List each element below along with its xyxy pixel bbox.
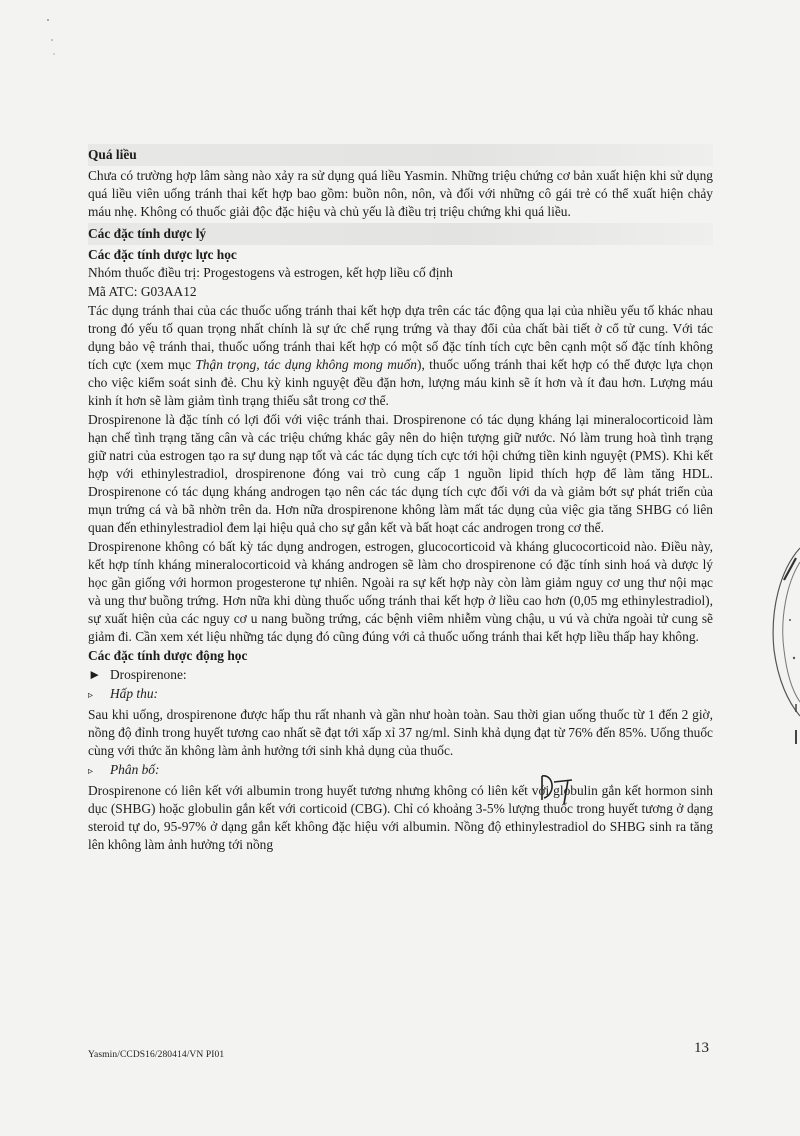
document-body bbox=[88, 142, 713, 855]
bullet-arrow-icon: ► bbox=[88, 667, 102, 682]
document-code: Yasmin/CCDS16/280414/VN PI01 bbox=[88, 1050, 225, 1060]
bullet-drospirenone bbox=[88, 666, 713, 684]
section-heading-pharmacology: Các đặc tính dược lý bbox=[88, 223, 713, 245]
absorption-paragraph: Sau khi uống, drospirenone được hấp thu rất nhanh và gần như hoàn toàn. Sau thời gian uống thuốc từ 1 đến 2 giờ, nồng độ đỉnh trong huyết tương cao nhất sẽ đạt tới xấp xỉ 37 ng/ml. Sinh khả dụng đạt từ 76% đến 85%. Uống thuốc cùng với thức ăn không làm ảnh hưởng tới sinh khả dụng của thuốc. bbox=[88, 707, 713, 758]
bullet-label: Drospirenone: bbox=[110, 667, 187, 682]
handwritten-initials bbox=[538, 772, 580, 808]
paragraph-text: ), thuốc uống tránh thai kết hợp có thể được lựa chọn cho việc kiểm soát sinh đẻ. Chu kỳ kinh nguyệt đều đặn hơn, lượng máu kinh sẽ ít hơn và ít đau hơn. Lượng máu kinh ít hơn sẽ làm giảm tình trạng thiếu sắt trong cơ thể. bbox=[88, 357, 713, 408]
sub-bullet-triangle-icon: ▹ bbox=[88, 690, 94, 701]
atc-code: Mã ATC: G03AA12 bbox=[88, 284, 197, 299]
sub-bullet-absorption bbox=[88, 685, 713, 705]
subheading-pharmacodynamics: Các đặc tính dược lực học bbox=[88, 247, 237, 262]
overdose-paragraph: Chưa có trường hợp lâm sàng nào xảy ra sử dụng quá liều Yasmin. Những triệu chứng cơ bản xuất hiện khi sử dụng quá liều viên uống tránh thai kết hợp bao gồm: buồn nôn, nôn, và đối với những cô gái trẻ có thể xuất hiện chảy máu nhẹ. Không có thuốc giải độc đặc hiệu và chủ yếu là điều trị triệu chứng khi quá liều. bbox=[88, 168, 713, 219]
scan-specks bbox=[40, 10, 80, 70]
edge-marks bbox=[788, 700, 800, 760]
sub-bullet-triangle-icon: ▹ bbox=[88, 766, 94, 777]
sub-bullet-distribution bbox=[88, 761, 713, 781]
distribution-paragraph: Drospirenone có liên kết với albumin trong huyết tương nhưng không có liên kết với globulin gắn kết hormon sinh dục (SHBG) hoặc globulin gắn kết với corticoid (CBG). Chỉ có khoảng 3-5% lượng thuốc trong huyết tương ở dạng steroid tự do, 95-97% ở dạng gắn kết không đặc hiệu với albumin. Nồng độ ethinylestradiol do SHBG sinh ra tăng lên không làm ảnh hưởng tới nồng bbox=[88, 783, 713, 852]
therapeutic-group: Nhóm thuốc điều trị: Progestogens và estrogen, kết hợp liều cố định bbox=[88, 265, 453, 280]
cross-reference: Thận trọng, tác dụng không mong muốn bbox=[195, 357, 417, 372]
stamp-fragment bbox=[760, 540, 800, 720]
section-heading-overdose: Quá liều bbox=[88, 144, 713, 166]
pharmacodynamics-paragraph-3: Drospirenone không có bất kỳ tác dụng androgen, estrogen, glucocorticoid và kháng glucocorticoid nào. Điều này, kết hợp tính kháng mineralocorticoid và kháng androgen sẽ làm cho drospirenone có đặc tính sinh hoá và dược lý học gần giống với hormon progesterone tự nhiên. Ngoài ra sự kết hợp này còn làm giảm nguy cơ ung thư nội mạc và ung thư buồng trứng. Hơn nữa khi dùng thuốc uống tránh thai kết hợp ở liều cao hơn (0,05 mg ethinylestradiol), sự xuất hiện của các nguy cơ u nang buồng trứng, các bệnh viêm nhiễm vùng chậu, u vú và chửa ngoài tử cung sẽ giảm đi. Cần xem xét liệu những tác dụng đó cũng đúng với cả thuốc uống tránh thai kết hợp liều thấp hay không. bbox=[88, 539, 713, 644]
page-number: 13 bbox=[694, 1040, 709, 1056]
pharmacodynamics-paragraph-2: Drospirenone là đặc tính có lợi đối với việc tránh thai. Drospirenone có tác dụng kháng lại mineralocorticoid làm hạn chế tình trạng tăng cân và các triệu chứng khác gây nên do hiện tượng giữ nước. Nó làm trung hoà tình trạng giữ natri của estrogen tạo ra sự dung nạp tốt và các tác dụng tích cực tới hội chứng tiền kinh nguyệt (PMS). Khi kết hợp với ethinylestradiol, drospirenone đóng vai trò cung cấp 1 nguồn lipid thích hợp để làm tăng HDL. Drospirenone có tác dụng kháng androgen tạo nên các tác dụng tích cực đối với da và giảm bớt sự phát triển của mụn trứng cá và bã nhờn trên da. Hơn nữa drospirenone không làm mất tác dụng của việc gia tăng SHBG có liên quan đến ethinylestradiol đem lại hiệu quả cho sự gắn kết và bất hoạt các androgen trong cơ thể. bbox=[88, 412, 713, 535]
sub-bullet-label: Phân bố: bbox=[110, 762, 160, 777]
subheading-pharmacokinetics: Các đặc tính dược động học bbox=[88, 648, 248, 663]
sub-bullet-label: Hấp thu: bbox=[110, 686, 158, 701]
paragraph-text: Tác dụng tránh thai của các thuốc uống tránh thai kết hợp dựa trên các tác động qua lại của nhiều yếu tố khác nhau trong đó yếu tố quan trọng nhất chính là sự ức chế rụng trứng và thay đổi của chất bài tiết ở cổ tử cung. Với tác dụng bảo vệ tránh thai, thuốc uống tránh thai kết hợp có một số đặc tính tích cực bên cạnh một số đặc tính không tích cực (xem mục bbox=[88, 303, 713, 372]
pharmacodynamics-paragraph-1 bbox=[88, 302, 713, 410]
